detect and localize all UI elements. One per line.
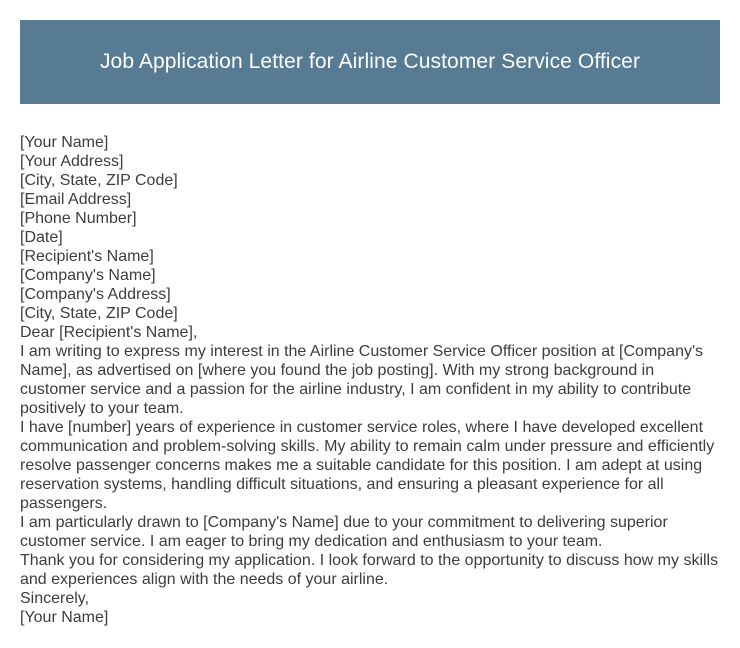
sender-name: [Your Name]	[20, 134, 109, 151]
signature: [Your Name]	[20, 609, 109, 626]
paragraph-intro: I am writing to express my interest in the Airline Customer Service Officer position at [Company's Name], as advertised on [where you found the job posting]. With my strong background in customer service and a passion for the airline industry, I am confident in my ability to contribute positively to your team.	[20, 343, 704, 417]
sender-city: [City, State, ZIP Code]	[20, 172, 178, 189]
recipient-name: [Recipient's Name]	[20, 248, 154, 265]
page-title: Job Application Letter for Airline Customer Service Officer	[99, 50, 641, 73]
recipient-company-address: [Company's Address]	[20, 286, 171, 303]
sender-phone: [Phone Number]	[20, 210, 137, 227]
salutation: Dear [Recipient's Name],	[20, 324, 198, 341]
title-banner	[20, 20, 720, 104]
recipient-company: [Company's Name]	[20, 267, 156, 284]
sender-address: [Your Address]	[20, 153, 124, 170]
paragraph-motivation: I am particularly drawn to [Company's Name] due to your commitment to delivering superior customer service. I am eager to bring my dedication and enthusiasm to your team.	[20, 514, 668, 550]
recipient-city: [City, State, ZIP Code]	[20, 305, 178, 322]
sender-block	[20, 133, 720, 247]
recipient-block	[20, 247, 720, 323]
letter-body	[20, 133, 720, 627]
paragraph-experience: I have [number] years of experience in customer service roles, where I have developed excellent communication and problem-solving skills. My ability to remain calm under pressure and efficiently resolve passenger concerns makes me a suitable candidate for this position. I am adept at using reservation systems, handling difficult situations, and ensuring a pleasant experience for all passengers.	[20, 419, 715, 512]
letter-date: [Date]	[20, 229, 63, 246]
sender-email: [Email Address]	[20, 191, 132, 208]
closing: Sincerely,	[20, 590, 90, 607]
paragraph-thanks: Thank you for considering my application. I look forward to the opportunity to discuss how my skills and experiences align with the needs of your airline.	[20, 552, 719, 588]
